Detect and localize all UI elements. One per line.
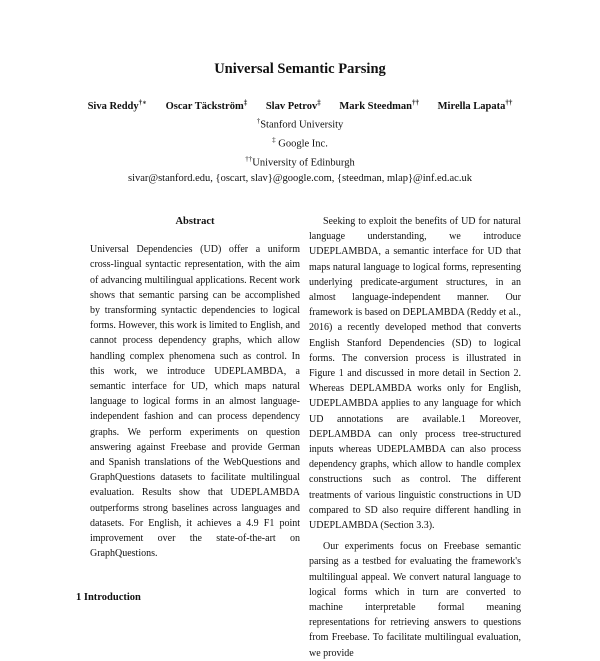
- author-mark: ††: [505, 98, 513, 106]
- affiliation-mark: †: [256, 117, 261, 125]
- author-list: [0, 97, 600, 112]
- intro-paragraph: Seeking to exploit the benefits of UD for natural language understanding, we introduce UDEPLAMBDA, a semantic interface for UD that maps natural language to logical forms, representing underlying predicate-argument structures, in an almost language-independent manner. Our framework is based on DEPLAMBDA (Reddy et al., 2016) a recently developed method that converts English Stanford Dependencies (SD) to logical forms. The conversion process is illustrated in Figure 1 and discussed in more detail in Section 2. Whereas DEPLAMBDA works only for English, UDEPLAMBDA applies to any language for which UD annotations are available.1 Moreover, DEPLAMBDA can only process tree-structured inputs whereas UDEPLAMBDA can also process dependency graphs, which allow to handle complex constructions such as control. The different treatments of various linguistic constructions in UD compared to SD also require different handling in UDEPLAMBDA (Section 3.3).: [309, 216, 521, 532]
- affiliation-mark: ‡: [272, 136, 276, 144]
- paper-title: Universal Semantic Parsing: [214, 61, 386, 77]
- author-name: Mirella Lapata: [437, 100, 506, 112]
- section-heading: 1 Introduction: [76, 592, 141, 603]
- affiliation: [0, 152, 600, 171]
- author: [87, 98, 147, 112]
- author-name: Siva Reddy: [87, 100, 139, 112]
- author: [165, 98, 248, 112]
- author-mark: ‡: [243, 98, 248, 106]
- right-column: [309, 214, 521, 661]
- author: [437, 98, 513, 112]
- affiliation-mark: ††: [245, 155, 253, 163]
- affiliation: [0, 114, 600, 133]
- abstract-text: Universal Dependencies (UD) offer a uniform cross-lingual syntactic representation, with the aim of advancing multilingual applications. Recent work shows that semantic parsing can be accomplished by transforming syntactic dependencies to logical forms. However, this work is limited to English, and cannot process dependency graphs, which allow handling complex phenomena such as control. In this work, we introduce UDEPLAMBDA, a semantic interface for UD, which maps natural language to logical forms in an almost language-independent fashion and can process dependency graphs. We perform experiments on question answering against Freebase and provide German and Spanish translations of the WebQuestions and GraphQuestions datasets to facilitate multilingual evaluation. Results show that UDEPLAMBDA outperforms strong baselines across languages and datasets. For English, it achieves a 4.9 F1 point improvement over the state-of-the-art on GraphQuestions.: [90, 244, 300, 560]
- affiliation-text: University of Edinburgh: [252, 157, 355, 169]
- author: [339, 98, 420, 112]
- author-mark: †∗: [138, 98, 147, 106]
- affiliation: [0, 133, 600, 152]
- author-mark: ††: [412, 98, 420, 106]
- affiliation-text: Stanford University: [260, 119, 344, 131]
- affiliations: [0, 114, 600, 187]
- author-name: Slav Petrov: [265, 100, 318, 112]
- affiliation-text: Google Inc.: [275, 138, 328, 150]
- author-name: Oscar Täckström: [165, 100, 244, 112]
- abstract-heading: Abstract: [175, 216, 215, 227]
- author: [265, 98, 321, 112]
- intro-paragraph: Our experiments focus on Freebase semantic parsing as a testbed for evaluating the framework's multilingual appeal. We convert natural language to logical forms which in turn are converted to machine interpretable formal meaning representations for retrieving answers to questions from Freebase. To facilitate multilingual evaluation, we provide: [309, 541, 521, 659]
- left-column: [90, 214, 300, 561]
- author-name: Mark Steedman: [339, 100, 413, 112]
- email-line: sivar@stanford.edu, {oscart, slav}@google.com, {steedman, mlap}@inf.ed.ac.uk: [128, 173, 472, 184]
- author-mark: ‡: [317, 98, 321, 106]
